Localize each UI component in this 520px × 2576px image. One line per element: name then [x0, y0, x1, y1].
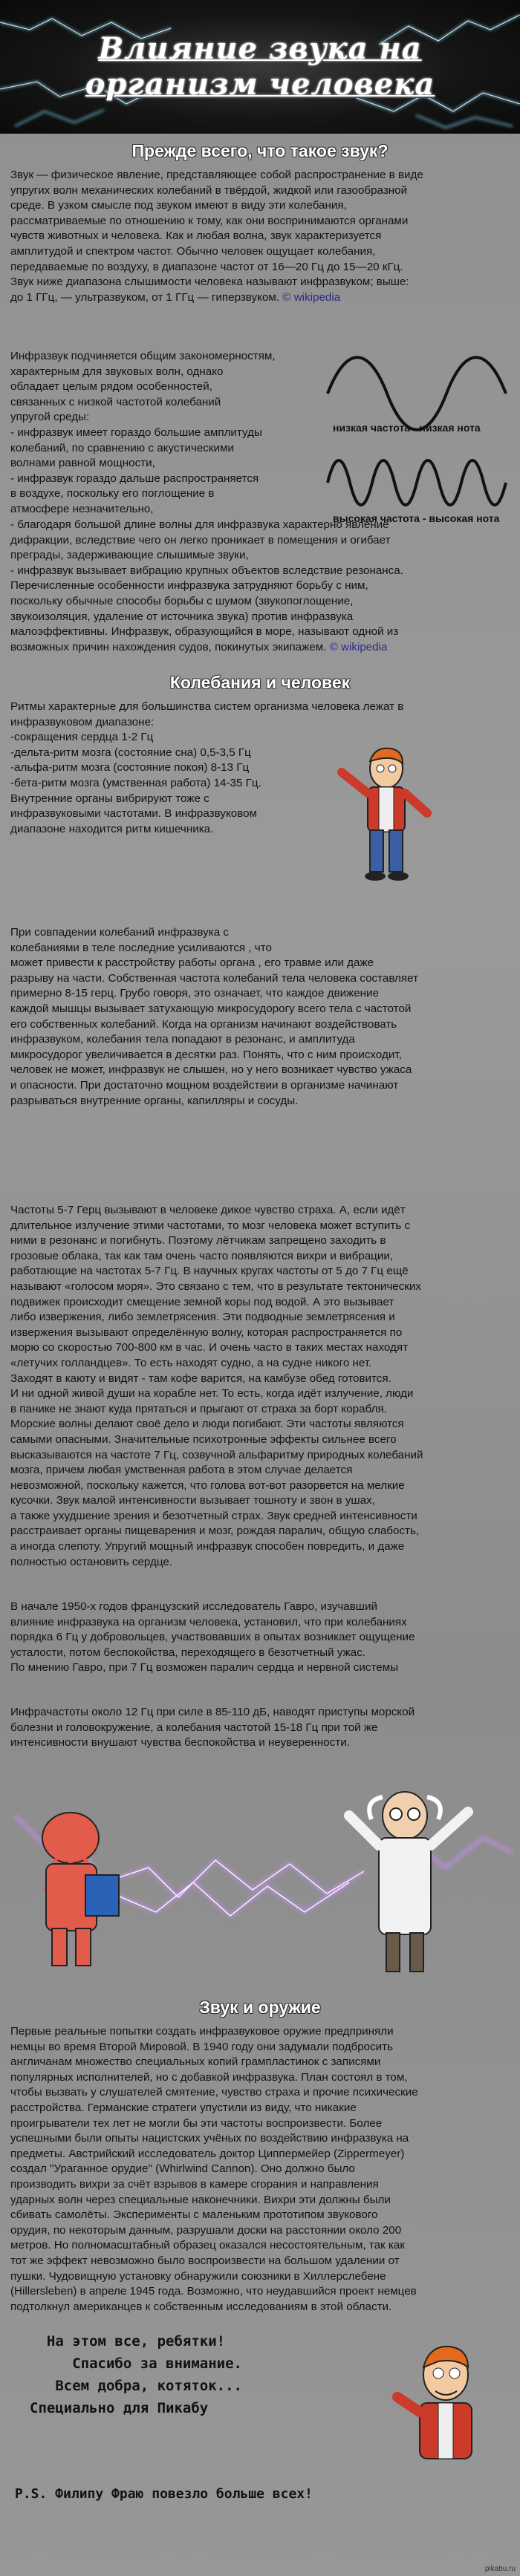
text-line: звукоизоляция, удаление от источника звука) против инфразвука [10, 610, 354, 623]
text-line: а иногда слепоту. Упругий мощный инфразвук способен повредить, и даже [10, 1540, 405, 1553]
text-line: высказываются на частоте 7 Гц, созвучной альфаритму природных колебаний [10, 1448, 423, 1461]
text-line: кусочки. Звук малой интенсивности вызывает тошноту и звон в ушах, [10, 1494, 375, 1507]
text-line: до 1 ГГц, — ультразвуком, от 1 ГГц — гиперзвуком. © wikipedia [10, 290, 341, 304]
paragraph-sound-weapon [10, 2024, 510, 2315]
text-line: либо извержения, либо землетрясения. Эти подводные землетрясения и [10, 1311, 395, 1324]
text-line: инфразвуковом диапазоне: [10, 715, 155, 728]
closing-line: Специально для Пикабу [30, 2400, 209, 2416]
text-line: полностью остановить сердце. [10, 1555, 173, 1568]
text-line: среде. В узком смысле под звуком имеют в виду эти колебания, [10, 199, 347, 212]
text-line: - инфразвук гораздо дальше распространяется [10, 472, 259, 485]
text-line: -сокращения сердца 1-2 Гц [10, 731, 154, 744]
electric-discharge-illustration [0, 1771, 520, 1994]
text-line: амплитудой и спектром частот. Обычно человек ощущает колебания, [10, 244, 376, 258]
text-line: (Hillersleben) в апреле 1945 года. Возможно, что неудавшийся проект немцев [10, 2285, 417, 2298]
text-line: порядка 6 Гц у добровольцев, участвовавших в опытах возникает ощущение [10, 1631, 415, 1644]
text-line: колебаниями в теле последние усиливаются , что [10, 941, 272, 954]
text-line: -дельта-ритм мозга (состояние сна) 0,5-3,5 Гц [10, 746, 251, 759]
text-line: орудия, по некоторым данным, разрушали доски на расстоянии около 200 [10, 2223, 402, 2237]
label-low-frequency: низкая частота - низкая нота [333, 422, 481, 434]
text-line: самыми опасными. Значительные психотронные эффекты сильнее всего [10, 1432, 397, 1446]
text-line: Инфразвук подчиняется общим закономерностям, [10, 350, 276, 362]
text-line: называют «голосом моря». Это связано с тем, что в результате тектонических [10, 1279, 422, 1293]
text-line: Звук — физическое явление, представляющее собой распространение в виде [10, 169, 423, 181]
text-line: производить вихри за счёт взрывов в камере сгорания и направления [10, 2177, 379, 2191]
text-line: ними в резонанс и погибнуть. Поэтому лётчикам запрещено заходить в [10, 1234, 386, 1248]
closing-message [30, 2330, 386, 2419]
text-line: чувств животных и человека. Как и любая волна, звук характеризуется [10, 229, 382, 243]
text-line: И ни одной живой души на корабле нет. То есть, когда идёт излучение, люди [10, 1387, 414, 1401]
text-line: расстраивает органы пищеварения и мозг, рождая паралич, общую слабость, [10, 1525, 420, 1538]
text-line: инфразвуковыми частотами. В инфразвуковом [10, 807, 257, 821]
text-line: малоэффективны. Инфразвук, образующийся в море, называют одной из [10, 625, 399, 639]
text-line: в воздухе, поскольку его поглощение в [10, 487, 215, 500]
text-line: ударных волн через специальные наконечники. Вихри эти должны были [10, 2193, 391, 2206]
text-line: сбивать самолёты. Эксперименты с маленьким прототипом звукового [10, 2208, 378, 2222]
text-line: упругих волн механических колебаний в твёрдой, жидкой или газообразной [10, 183, 408, 197]
title-line-2: организм человека [85, 67, 435, 102]
text-line: диапазоне находится ритм кишечника. [10, 822, 214, 835]
text-line: популярных исполнителей, но с добавкой инфразвука. План состоял в том, [10, 2070, 408, 2084]
text-line: пушки. Чудовищную установку обнаружили союзники в Хиллерслебене [10, 2269, 386, 2283]
text-line: человек не может, инфразвук не слышен, но у него возникает чувство ужаса [10, 1063, 412, 1077]
text-line: -бета-ритм мозга (умственная работа) 14-35 Гц. [10, 776, 261, 789]
text-line: разрыву на части. Собственная частота колебаний тела человека составляет [10, 971, 419, 985]
text-line: Морские волны делают своё дело и люди погибают. Эти частоты являются [10, 1418, 404, 1431]
text-line: морю со скоростью 700-800 км в час. И очень часто в таких местах находят [10, 1341, 409, 1354]
text-line: Внутренние органы вибрируют тоже с [10, 792, 209, 805]
text-line: и опасности. При достаточно мощном воздействии в организме начинают [10, 1078, 399, 1092]
text-line: мозга, причем любая умственная работа в этом случае делается [10, 1464, 353, 1477]
paragraph-gavreau [10, 1600, 510, 1676]
text-line: подвижек происходит смещение земной коры под водой. А это вызывает [10, 1295, 394, 1308]
text-line: метров. Но полномасштабный образец оказался несостоятельным, так как [10, 2239, 405, 2252]
text-line: микросудорог увеличивается в десятки раз. Понять, что с ним происходит, [10, 1048, 402, 1061]
text-line: Первые реальные попытки создать инфразвуковое оружие предприняли [10, 2025, 394, 2038]
low-frequency-wave [328, 357, 506, 430]
wave-diagram [324, 349, 510, 535]
closing-line: На этом все, ребятки! [30, 2333, 226, 2350]
watermark: pikabu.ru [484, 2565, 516, 2573]
text-line: интенсивности внушают чувства беспокойства и неуверенности. [10, 1736, 350, 1750]
text-line: подтолкнул американцев к собственным исследованиям в этой области. [10, 2300, 392, 2313]
text-line: волнами равной мощности, [10, 457, 155, 470]
text-line: успешными были опыты нацистских учёных по воздействию инфразвука на [10, 2132, 409, 2145]
zoidberg-character [42, 1813, 119, 1966]
postscript: P.S. Филипу Фраю повезло больше всех! [15, 2486, 313, 2502]
text-line: а также ухудшение зрения и безотчетный страх. Звук средней интенсивности [10, 1509, 417, 1522]
text-line: усталости, потом беспокойства, переходящего в безотчетный ужас. [10, 1646, 366, 1659]
wikipedia-credit: © wikipedia [279, 290, 341, 304]
section-title-vibrations: Колебания и человек [169, 673, 351, 692]
text-line: Ритмы характерные для большинства систем организма человека лежат в [10, 700, 404, 713]
text-line: расстройства. Германские стратеги упустили из виду, что никакие [10, 2101, 357, 2114]
text-line: В начале 1950-х годов французский исследователь Гавро, изучавший [10, 1600, 377, 1613]
text-line: извержения вызывают определённую волну, которая распространяется по [10, 1326, 403, 1339]
paragraph-what-is-sound [10, 168, 510, 305]
text-line: грозовые облака, так как там очень часто появляются вихри и вибрации, [10, 1249, 394, 1262]
title-line-1: Влияние звука на [98, 31, 422, 66]
text-line: колебаний, по сравнению с акустическими [10, 441, 234, 454]
text-line: болезни и головокружение, а колебания частотой 15-18 Гц при той же [10, 1721, 378, 1734]
fry-character-illustration [334, 743, 438, 884]
high-frequency-wave [328, 460, 506, 505]
section-title-weapon: Звук и оружие [199, 1998, 321, 2017]
page-title [0, 31, 520, 102]
text-line: атмосфере незначительно, [10, 502, 154, 515]
text-line: его собственных колебаний. Когда на организм начинают воздействовать [10, 1017, 397, 1031]
text-line: Перечисленные особенности инфразвука затрудняют борьбу с ним, [10, 579, 368, 593]
text-line: создал "Ураганное орудие" (Whirlwind Cannon). Оно должно было [10, 2162, 355, 2176]
text-line: связанных с низкой частотой колебаний [10, 395, 221, 408]
text-line: По мнению Гавро, при 7 Гц возможен паралич сердца и нервной системы [10, 1661, 399, 1675]
text-line: работающие на частотах 5-7 Гц. В научных кругах частоты от 5 до 7 Гц ещё [10, 1265, 409, 1278]
text-line: проигрыватели тех лет не могли бы эти частоты воспроизвести. Более [10, 2116, 383, 2130]
text-line: дифракции, вследствие чего он легко проникает в помещения и огибает [10, 533, 391, 547]
text-line: Частоты 5-7 Герц вызывают в человеке дикое чувство страха. А, если идёт [10, 1204, 406, 1216]
text-line: невозможной, поскольку кажется, что голова вот-вот разорвется на мелкие [10, 1478, 405, 1492]
text-line: немцы во время Второй Мировой. В 1940 году они задумали подбросить [10, 2040, 394, 2053]
text-line: длительное излучение этими частотами, то мозг человека может вступить с [10, 1219, 411, 1232]
text-line: преграды, задерживающие слышимые звуки, [10, 549, 249, 562]
paragraph-infrasound-intro [10, 349, 308, 518]
text-line: - инфразвук имеет гораздо большие амплитуды [10, 425, 262, 439]
text-line: может привести к расстройству работы органа , его травме или даже [10, 956, 374, 970]
text-line: Звук ниже диапазона слышимости человека называют инфразвуком; выше: [10, 275, 409, 289]
paragraph-resonance [10, 925, 510, 1109]
closing-line: Всем добра, котяток... [30, 2378, 242, 2394]
text-line: Заходят в каюту и видят - там кофе варится, на камбузе обед готовится. [10, 1372, 391, 1385]
text-line: предметы. Австрийский исследователь доктор Циппермейер (Zippermeyer) [10, 2147, 405, 2160]
text-line: чтобы вызвать у слушателей смятение, чувство страха и прочие психические [10, 2086, 418, 2099]
text-line: При совпадении колебаний инфразвука с [10, 926, 229, 939]
text-line: в панике не знают куда прятаться и прыгают от страха за борт корабля. [10, 1402, 387, 1415]
text-line: «летучих голландцев». То есть находят судно, а на судне никого нет. [10, 1356, 372, 1369]
professor-character [349, 1792, 468, 1972]
text-line: тот же эффект невозможно было воспроизвести на большом удалении от [10, 2254, 400, 2267]
paragraph-infrasound-details [10, 518, 510, 655]
text-line: - инфразвук вызывает вибрацию крупных объектов вследствие резонанса. [10, 564, 403, 577]
text-line: Инфрачастоты около 12 Гц при силе в 85-110 дБ, наводят приступы морской [10, 1706, 415, 1718]
header-banner [0, 0, 520, 134]
text-line: каждой мышцы вызывает затухающую микросудорогу всего тела с частотой [10, 1002, 412, 1015]
closing-line: Спасибо за внимание. [30, 2355, 242, 2372]
text-line: англичанам множество специальных копий грампластинок с записями [10, 2055, 381, 2069]
section-title-what-is-sound: Прежде всего, что такое звук? [131, 141, 389, 160]
fry-closing-illustration [386, 2338, 505, 2464]
text-line: примерно 8-15 герц. Грубо говоря, это означает, что каждое движение [10, 987, 379, 1000]
label-high-frequency: высокая частота - высокая нота [333, 512, 500, 524]
wikipedia-credit: © wikipedia [326, 640, 388, 653]
text-line: упругой среды: [10, 411, 90, 424]
text-line: разрываться внутренние органы, капилляры и сосуды. [10, 1094, 299, 1107]
paragraph-infrafrequencies [10, 1705, 510, 1751]
text-line: обладает целым рядом особенностей, [10, 380, 212, 394]
text-line: передаваемые по воздуху, в диапазоне частот от 16—20 Гц до 15—20 кГц. [10, 260, 403, 273]
text-line: -альфа-ритм мозга (состояние покоя) 8-13 Гц [10, 761, 250, 775]
text-line: влияние инфразвука на организм человека, установил, что при колебаниях [10, 1615, 407, 1628]
paragraph-fear-frequencies [10, 1203, 510, 1570]
text-line: характерным для звуковых волн, однако [10, 365, 224, 378]
text-line: инфразвуком, колебания тела попадают в резонанс, и амплитуда [10, 1033, 355, 1046]
text-line: поскольку обычные способы борьбы с шумом (звукопоглощение, [10, 594, 354, 607]
text-line: рассматриваемые по отношению к тому, как они воспринимаются органами [10, 214, 409, 227]
text-line: возможных причин нахождения судов, покинутых экипажем. © wikipedia [10, 640, 388, 653]
text-line: - благодаря большой длине волны для инфразвука характерно явление [10, 518, 389, 531]
